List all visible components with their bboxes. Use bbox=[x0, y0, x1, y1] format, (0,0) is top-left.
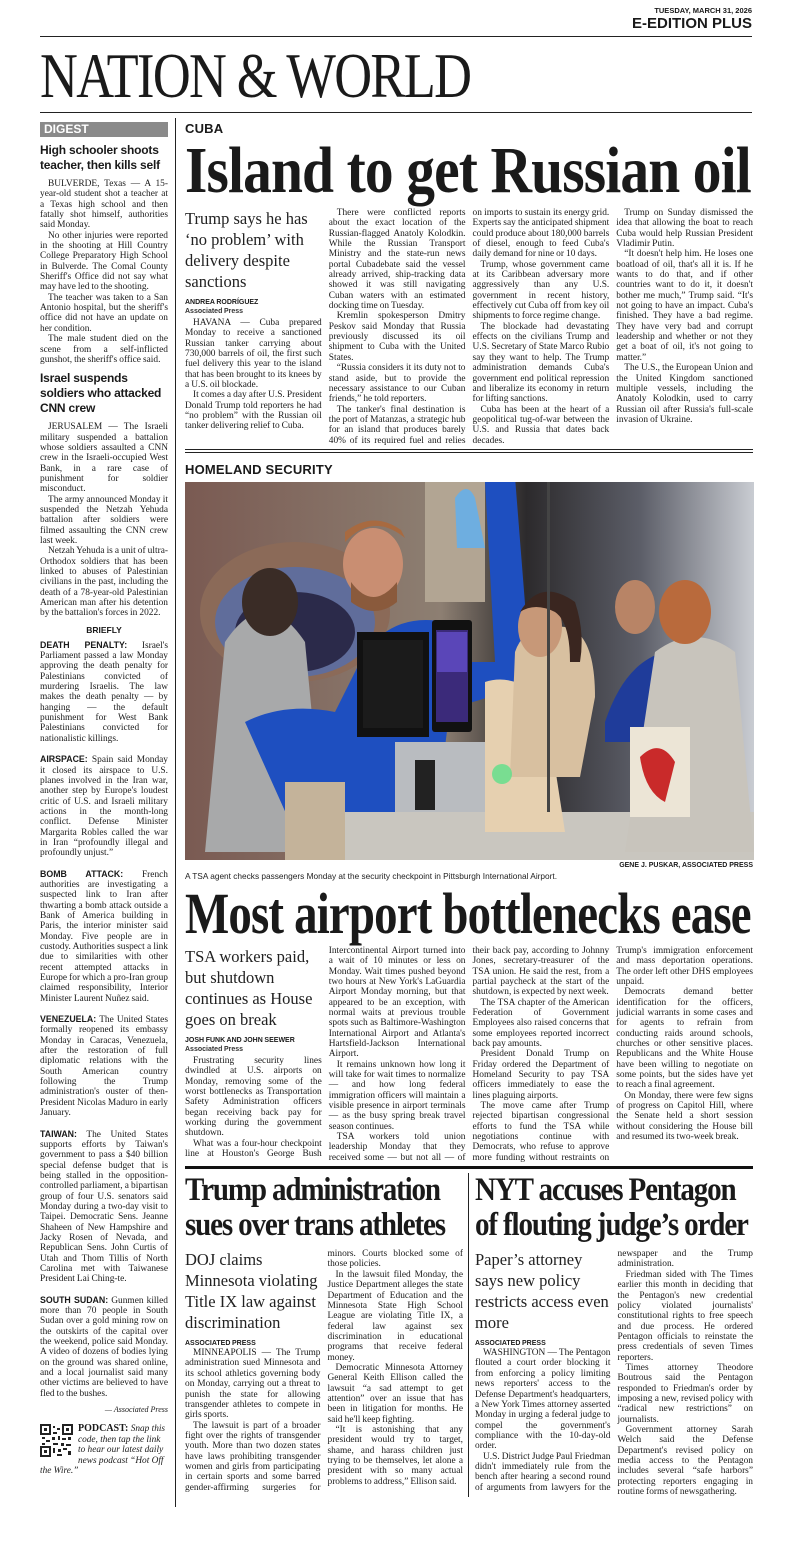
brief-body: Gunmen killed more than 70 people in South Sudan over a gold mining row on the outskirts of the capital over the weekend, police said Monday. A video of dozens of bodies lying on the ground was shared online, and a local journalist said many other victims are believed to have fled to the bushes. bbox=[40, 1295, 168, 1399]
paragraph: The male student died on the scene from a self-inflicted gunshot, the sheriff's office said. bbox=[40, 334, 168, 365]
paragraph: “It doesn't help him. He loses one boatload of oil, that's all it is. If he wants to do that, and if other countries want to do it, it doesn't bother me much,” Trump said. “It's not going to have an impact. Cuba's finished. They have a bad regime. They have very bad and corrupt leadership and whether or not they get a boat of oil, it's not going to matter.” bbox=[616, 249, 753, 363]
paragraph: TSA workers told union leadership Monday that they received some — but not all — of their back pay, according to Johnny Jones, secretary-treasurer of the TSA union. He said the rest, from a partial paycheck at the start of the shutdown, is expected by next week. bbox=[328, 945, 610, 1163]
airport-story bbox=[185, 946, 753, 1163]
heavy-rule bbox=[185, 1166, 753, 1169]
digest-story-body bbox=[40, 179, 168, 365]
issue-date: TUESDAY, MARCH 31, 2026 bbox=[654, 6, 752, 15]
paragraph: “Russia considers it its duty not to stand aside, but to provide the necessary assistance to our Cuban friends,” he told reporters. bbox=[328, 363, 466, 405]
pentagon-headline[interactable]: NYT accuses Pentagon of flouting judge’s order bbox=[475, 1172, 748, 1244]
paragraph: Democratic Minnesota Attorney General Keith Ellison called the lawsuit “a sad attempt to get attention” over an issue that has been in litigation for months. He said he'll keep fighting. bbox=[327, 1362, 463, 1425]
pentagon-columns bbox=[475, 1249, 753, 1497]
cuba-story bbox=[185, 208, 753, 446]
section-rule bbox=[40, 112, 752, 113]
cuba-headline-wrap bbox=[185, 136, 751, 206]
paragraph: Democrats demand better identification for the officers, judicial warrants in some cases and for agents to refrain from conducting raids around schools, churches or other sensitive places. Republicans and the White House have been willing to negotiate on some points, but the sides have yet to reach a final agreement. bbox=[616, 987, 753, 1091]
pentagon-deck: Paper’s attorney says new policy restricts access even more bbox=[475, 1250, 609, 1333]
trans-columns bbox=[185, 1249, 463, 1493]
top-rule bbox=[40, 36, 752, 37]
digest-headline: Israel suspends soldiers who attacked CNN crew bbox=[40, 371, 162, 416]
paragraph: The TSA chapter of the American Federation of Government Employees also raised concerns that some employees reported incorrect back pay amounts. bbox=[472, 997, 610, 1049]
paragraph: Netzah Yehuda is a unit of ultra-Orthodox soldiers that has been linked to abuses of Palestinian civilians in the past, including the death of a 78-year-old Palestinian American man after his detention by the battalion's forces in 2022. bbox=[40, 546, 168, 619]
trans-deck: DOJ claims Minnesota violating Title IX law against discrimination bbox=[185, 1250, 318, 1333]
podcast-text: Snap this code, then tap the link to hear our latest daily news podcast “Hot Off the Wire.” bbox=[40, 1424, 166, 1477]
brief-lead: BOMB ATTACK: bbox=[40, 868, 124, 879]
paragraph: Frustrating security lines dwindled at U.S. airports on Monday, removing some of the worst bottlenecks as Transportation Safety Administration officers began receiving back pay for working during the government shutdown. bbox=[185, 1055, 322, 1139]
cuba-deck: Trump says he has ‘no problem’ with delivery despite sanctions bbox=[185, 209, 308, 291]
edition-label: E-EDITION PLUS bbox=[631, 15, 752, 32]
brief-item bbox=[40, 1014, 168, 1118]
brief-body: French authorities are investigating a suspected link to Iran after thwarting a bomb attack outside a Bank of America building in Paris, the interior minister said Monday. Five people are in custody. Authorities suspect a link due to similarities with other recent attempted attacks in Europe for which a pro-Iran group claimed responsibility, Interior Minister Laurent Nuñez said. bbox=[40, 869, 168, 1004]
masthead bbox=[632, 6, 752, 33]
podcast-promo bbox=[40, 1424, 168, 1477]
tsa-checkpoint-photo bbox=[185, 482, 754, 860]
homeland-kicker: HOMELAND SECURITY bbox=[185, 461, 333, 477]
podcast-lead: PODCAST: bbox=[78, 1423, 129, 1435]
paragraph: President Donald Trump on Friday ordered the Department of Homeland Security to pay TSA officers immediately to ease the lines plaguing airports. bbox=[472, 1049, 610, 1101]
paragraph: The U.S., the European Union and the United Kingdom sanctioned multiple vessels, including the Anatoly Kolodkin, used to carry Russian oil after Russia's full-scale invasion of Ukraine. bbox=[616, 363, 753, 425]
brief-lead: TAIWAN: bbox=[40, 1128, 77, 1139]
brief-body: Israel's Parliament passed a law Monday approving the death penalty for Palestinians convicted of murdering Israelis. The law makes the death penalty — by hanging — the default punishment for West Bank Palestinians convicted for nationalistic killings. bbox=[40, 640, 169, 744]
paragraph: There were conflicted reports about the exact location of the Russian-flagged Anatoly Kolodkin. While the Russian Transport Ministry and the state-run news portal Cubadebate said the vessel already arrived, ship-tracking data showed it was still navigating Cuban waters with an estimated docking time on Tuesday. bbox=[328, 208, 466, 312]
paragraph: Trump on Sunday dismissed the idea that allowing the boat to reach Cuba would help Russian President Vladimir Putin. bbox=[616, 208, 753, 250]
paragraph: Government attorney Sarah Welch said the Defense Department's revised policy on media access to the Pentagon includes several “safe harbors” protecting reporters engaging in routine forms of newsgathering. bbox=[617, 1424, 753, 1498]
paragraph: JERUSALEM — The Israeli military suspended a battalion whose soldiers assaulted a CNN crew in the Israeli-occupied West Bank, in a rare case of punishment for soldier misconduct. bbox=[40, 422, 168, 495]
briefly-label: BRIEFLY bbox=[86, 624, 122, 635]
brief-lead: AIRSPACE: bbox=[40, 754, 88, 765]
digest-story bbox=[40, 143, 168, 365]
bottom-stories bbox=[185, 1173, 752, 1497]
brief-text bbox=[40, 1014, 168, 1118]
pentagon-byline: ASSOCIATED PRESS bbox=[475, 1340, 546, 1348]
paragraph: What was a four-hour checkpoint line at Houston's George Bush Intercontinental Airport turned into a wait of 10 minutes or less on Monday. Wait times pushed beyond two hours at New York's LaGuardia Airport Monday morning, but that appeared to be an exception, with normal waits at previous trouble spots such as Baltimore-Washington International Airport and Atlanta's Hartsfield-Jackson International Airport. bbox=[185, 945, 466, 1159]
airport-headline-wrap bbox=[185, 880, 753, 946]
brief-item bbox=[40, 754, 168, 858]
trans-byline: ASSOCIATED PRESS bbox=[185, 1340, 256, 1348]
paragraph: Times attorney Theodore Boutrous said the Pentagon responded to Friedman's order by imposing a new, revised policy with “radical new restrictions” on journalists. bbox=[617, 1362, 753, 1425]
digest-credit: — Associated Press bbox=[104, 1405, 168, 1415]
digest-headline: High schooler shoots teacher, then kills self bbox=[40, 143, 160, 172]
digest-column bbox=[40, 122, 168, 1477]
paragraph: The blockade had devastating effects on the civilians Trump and U.S. Secretary of State Marco Rubio say they want to help. The Trump administration demands Cuba's government end political repression and liberalize its economy in return for lifting sanctions. bbox=[472, 321, 610, 405]
brief-text bbox=[40, 640, 168, 744]
brief-item bbox=[40, 640, 168, 744]
paragraph: Trump, whose government came at its Caribbean adversary more aggressively than any U.S. government in recent history, effectively cut Cuba off from key oil shipments to force regime change. bbox=[472, 259, 610, 322]
paragraph: HAVANA — Cuba prepared Monday to receive a sanctioned Russian tanker carrying about 730,000 barrels of oil, the first such fuel delivery this year to the island that has been brought to its knees by a U.S. oil blockade. bbox=[185, 318, 322, 391]
main-column bbox=[175, 118, 752, 1507]
photo-caption: A TSA agent checks passengers Monday at the security checkpoint in Pittsburgh International Airport. bbox=[185, 870, 558, 881]
paragraph: U.S. District Judge Paul Friedman didn't immediately rule from the bench after hearing a second round of arguments from lawyers for the newspaper and the Trump administration. bbox=[475, 1249, 753, 1493]
paragraph: In the lawsuit filed Monday, the Justice Department alleges the state Department of Education and the Minnesota State High School League are violating Title IX, a federal law against sex discrimination in educational programs that receive federal money. bbox=[327, 1269, 463, 1363]
brief-text bbox=[40, 1295, 168, 1399]
paragraph: WASHINGTON — The Pentagon flouted a court order blocking it from enforcing a policy limiting news reporters' access to the Defense Department's headquarters, a New York Times attorney asserted Monday in urging a federal judge to compel the government's compliance with the 10-day-old order. bbox=[475, 1348, 611, 1452]
digest-label: DIGEST bbox=[40, 122, 168, 137]
photo-credit: GENE J. PUSKAR, ASSOCIATED PRESS bbox=[619, 861, 753, 869]
cuba-headline[interactable]: Island to get Russian oil bbox=[185, 134, 751, 207]
section-title: NATION & WORLD bbox=[40, 40, 471, 111]
section-title-wrap bbox=[40, 42, 470, 110]
cuba-byline-org: Associated Press bbox=[185, 308, 244, 315]
digest-story bbox=[40, 371, 168, 619]
paragraph: It remains unknown how long it will take for wait times to normalize — and how long federal immigration officers will maintain a visible presence in airport terminals — as the busy spring break travel season continues. bbox=[328, 1059, 466, 1132]
paragraph: No other injuries were reported in the shooting at Hill Country College Preparatory High School in Bulverde. The Comal County Sheriff's Office did not say what may have led to the shooting. bbox=[40, 230, 168, 293]
paragraph: The army announced Monday it suspended the Netzah Yehuda battalion after soldiers were filmed assaulting the CNN crew last week. bbox=[40, 494, 168, 546]
brief-item bbox=[40, 1295, 168, 1399]
brief-body: The United States formally reopened its embassy Monday in Caracas, Venezuela, after the restoration of full diplomatic relations with the South American country following the Trump administration's ouster of then-President Nicolas Maduro in early January. bbox=[40, 1015, 168, 1119]
paragraph: BULVERDE, Texas — A 15-year-old student shot a teacher at a Texas high school and then fatally shot himself, authorities said Monday. bbox=[40, 179, 168, 231]
brief-body: The United States supports efforts by Taiwan's government to pass a $40 billion special defense budget that is being stalled in the opposition-controlled parliament, a bipartisan group of four U.S. senators said Monday during a two-day visit to Taipei. Democratic Sens. Jeanne Shaheen of New Hampshire and Jacky Rosen of Nevada, and Republican Sens. John Curtis of Utah and Thom Tillis of North Carolina met with Taiwanese President Lai Ching-te. bbox=[40, 1129, 168, 1285]
paragraph: Friedman sided with The Times earlier this month in deciding that the Pentagon's new credential policy violated journalists' constitutional rights to free speech and due process. He ordered Pentagon officials to reinstate the press credentials of seven Times reporters. bbox=[617, 1269, 753, 1363]
brief-lead: DEATH PENALTY: bbox=[40, 639, 128, 650]
brief-text bbox=[40, 1129, 168, 1285]
paragraph: Cuba has been at the heart of a geopolitical tug-of-war between the U.S. and Russia that dates back decades. bbox=[472, 404, 610, 446]
brief-body: Spain said Monday it closed its airspace to U.S. planes involved in the Iran war, another step by Europe's loudest critic of U.S. and Israeli military actions in the month-long conflict. Defense Minister Margarita Robles called the war in Iran “profoundly illegal and profoundly unjust.” bbox=[40, 755, 168, 859]
trans-headline[interactable]: Trump administration sues over trans athletes bbox=[185, 1172, 445, 1244]
airport-byline-org: Associated Press bbox=[185, 1045, 244, 1053]
brief-lead: VENEZUELA: bbox=[40, 1014, 97, 1025]
brief-text bbox=[40, 754, 168, 858]
digest-story-body bbox=[40, 422, 168, 619]
airport-byline: JOSH FUNK AND JOHN SEEWER bbox=[185, 1036, 295, 1044]
paragraph: MINNEAPOLIS — The Trump administration sued Minnesota and its school athletics governing body on Monday, carrying out a threat to punish the state for allowing transgender athletes to compete in girls sports. bbox=[185, 1348, 321, 1421]
pentagon-story bbox=[469, 1173, 753, 1497]
double-rule bbox=[185, 449, 753, 453]
paragraph: Kremlin spokesperson Dmitry Peskov said Monday that Russia previously discussed its oil shipment to Cuba with the United States. bbox=[328, 311, 466, 363]
paragraph: The move came after Trump rejected bipartisan congressional efforts to fund the TSA while negotiations continue with Democrats, who refuse to approve more funding without restraints on Trump's immigration enforcement and mass deportation operations. The order left other DHS employees unpaid. bbox=[472, 945, 753, 1163]
paragraph: The lawsuit is part of a broader fight over the rights of transgender youth. More than two dozen states have laws prohibiting transgender women and girls from participating in certain sports and some barred gender-affirming surgeries for minors. Courts blocked some of those policies. bbox=[185, 1249, 463, 1493]
paragraph: The teacher was taken to a San Antonio hospital, but the sheriff's office did not have an update on her condition. bbox=[40, 292, 168, 334]
paragraph: The tanker's final destination is the port of Matanzas, a strategic hub for an island that produces barely 40% of its required fuel and relies on imports to sustain its energy grid. Experts say the anticipated shipment could produce about 180,000 barrels of diesel, enough to feed Cuba's daily demand for nine or 10 days. bbox=[328, 208, 610, 446]
airport-headline[interactable]: Most airport bottlenecks ease bbox=[185, 880, 751, 946]
brief-text bbox=[40, 869, 168, 1004]
brief-item bbox=[40, 869, 168, 1004]
paragraph: “It is astonishing that any president would try to target, shame, and harass children just trying to be themselves, let alone a president with so many actual problems to address,” Ellison said. bbox=[327, 1424, 463, 1487]
briefs-list bbox=[40, 640, 168, 1399]
paragraph: On Monday, there were few signs of progress on Capitol Hill, where the Senate held a short session without considering the House bill and resumed its two-week break. bbox=[616, 1090, 753, 1143]
cuba-kicker: CUBA bbox=[185, 121, 224, 136]
brief-lead: SOUTH SUDAN: bbox=[40, 1294, 109, 1305]
paragraph: It comes a day after U.S. President Donald Trump told reporters he had “no problem” with the Russian oil tanker delivering relief to Cuba. bbox=[185, 390, 322, 432]
qr-code-icon[interactable] bbox=[40, 1424, 73, 1457]
brief-item bbox=[40, 1129, 168, 1285]
cuba-byline: ANDREA RODRÍGUEZ bbox=[185, 299, 259, 306]
airport-deck: TSA workers paid, but shutdown continues as House goes on break bbox=[185, 946, 313, 1029]
trans-story bbox=[185, 1173, 469, 1497]
